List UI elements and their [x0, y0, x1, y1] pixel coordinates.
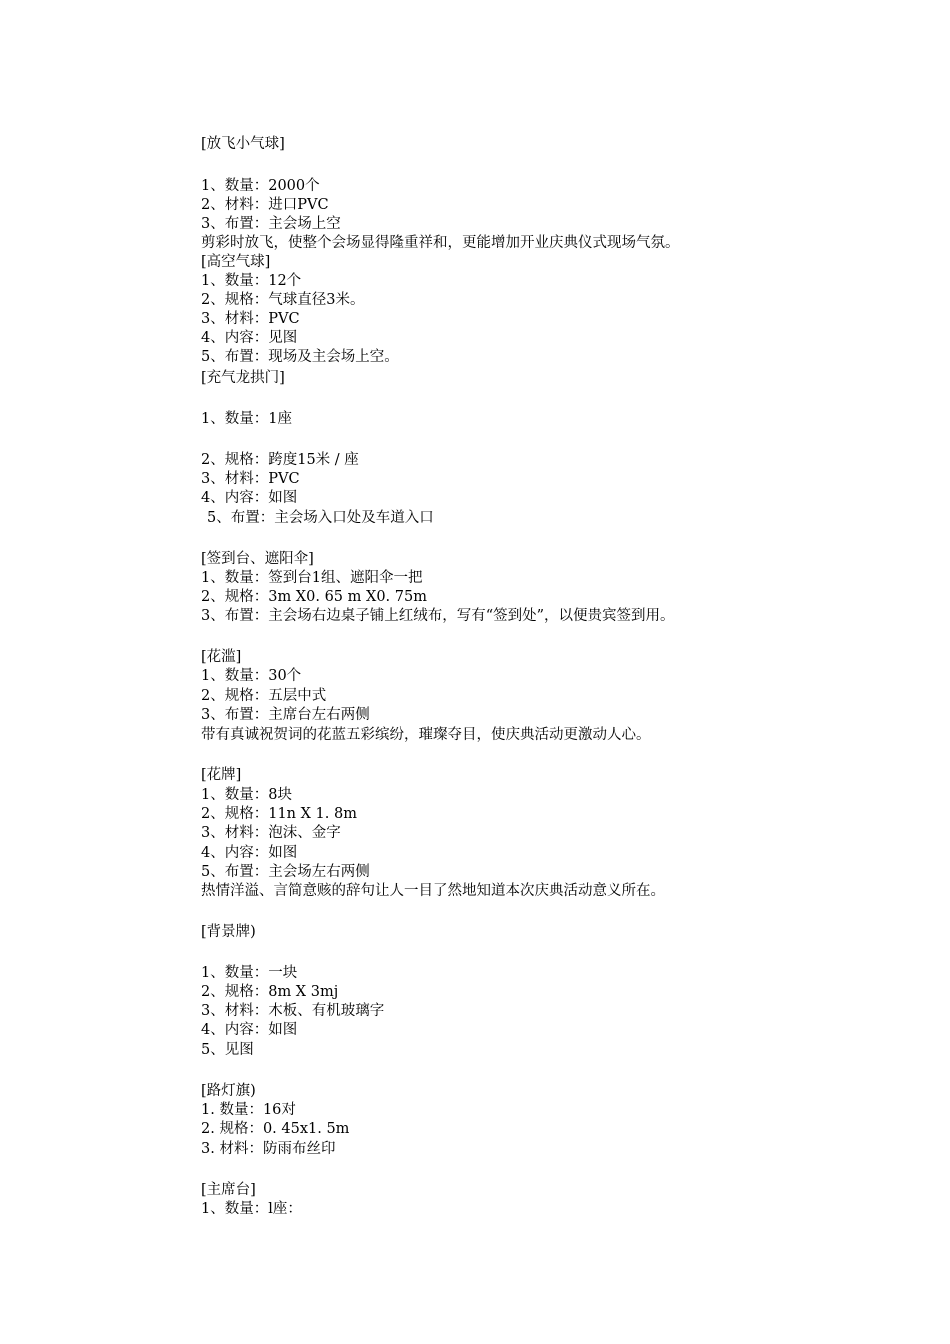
text-line: 3、材料：泡沫、金字 [201, 825, 341, 841]
text-line: 4、内容：如图 [201, 490, 298, 506]
text-line: 3、布置：主会场上空 [201, 216, 341, 232]
text-line: 3、材料：PVC [201, 471, 300, 487]
text-line: 2、规格：3m X0. 65 m X0. 75m [201, 589, 427, 605]
text-line: 1、数量：签到台1组、遮阳伞一把 [201, 570, 423, 586]
text-line: 3、材料：PVC [201, 311, 300, 327]
text-line: 1、数量：一块 [201, 965, 298, 981]
text-line: 2、材料：进口PVC [201, 197, 329, 213]
text-line: 热情洋溢、言简意赅的辞句让人一目了然地知道本次庆典活动意义所在。 [201, 883, 665, 899]
heading-main-stage: [主席台] [201, 1182, 256, 1198]
text-line: 4、内容：如图 [201, 1022, 298, 1038]
text-line: 4、内容：如图 [201, 845, 298, 861]
text-line: 5、布置：主会场入口处及车道入口 [207, 510, 434, 526]
heading-high-balloons: [高空气球] [201, 254, 271, 270]
text-line: 4、内容：见图 [201, 330, 298, 346]
text-line: 1、数量：30个 [201, 668, 302, 684]
text-line: 2、规格：11n X 1. 8m [201, 806, 357, 822]
heading-sign-in-desk: [签到台、遮阳伞] [201, 551, 314, 567]
text-line: 5、布置：主会场左右两侧 [201, 864, 370, 880]
text-line: 带有真诚祝贺词的花蓝五彩缤纷，璀璨夺目，使庆典活动更激动人心。 [201, 727, 651, 743]
text-line: 2、规格：气球直径3米。 [201, 292, 365, 308]
text-line: 1、数量：l座： [201, 1201, 302, 1217]
heading-backdrop-board: [背景牌) [201, 924, 256, 940]
text-line: 1、数量：12个 [201, 273, 302, 289]
text-line: 3. 材料：防雨布丝印 [201, 1141, 336, 1157]
text-line: 2、规格：五层中式 [201, 688, 327, 704]
heading-flower-boards: [花牌] [201, 767, 242, 783]
text-line: 1、数量：2000个 [201, 178, 320, 194]
text-line: 2. 规格：0. 45x1. 5m [201, 1121, 350, 1137]
text-line: 2、规格：跨度15米 / 座 [201, 452, 359, 468]
heading-flower-baskets: [花滥] [201, 649, 242, 665]
text-line: 剪彩时放飞，使整个会场显得隆重祥和，更能增加开业庆典仪式现场气氛。 [201, 235, 680, 251]
text-line: 1、数量：8块 [201, 787, 292, 803]
text-line: 3、布置：主席台左右两侧 [201, 707, 370, 723]
text-line: 3、材料：木板、有机玻璃字 [201, 1003, 385, 1019]
text-line: 5、布置：现场及主会场上空。 [201, 349, 399, 365]
heading-street-flags: [路灯旗) [201, 1083, 256, 1099]
text-line: 1、数量：1座 [201, 411, 292, 427]
text-line: 1. 数量：16对 [201, 1102, 296, 1118]
heading-small-balloons: [放飞小气球] [201, 136, 285, 152]
text-line: 3、布置：主会场右边桌子铺上红绒布，写有“签到处”，以便贵宾签到用。 [201, 608, 675, 624]
text-line: 2、规格：8m X 3mj [201, 984, 339, 1000]
text-line: 5、见图 [201, 1042, 254, 1058]
heading-inflatable-arch: [充气龙拱门] [201, 370, 285, 386]
